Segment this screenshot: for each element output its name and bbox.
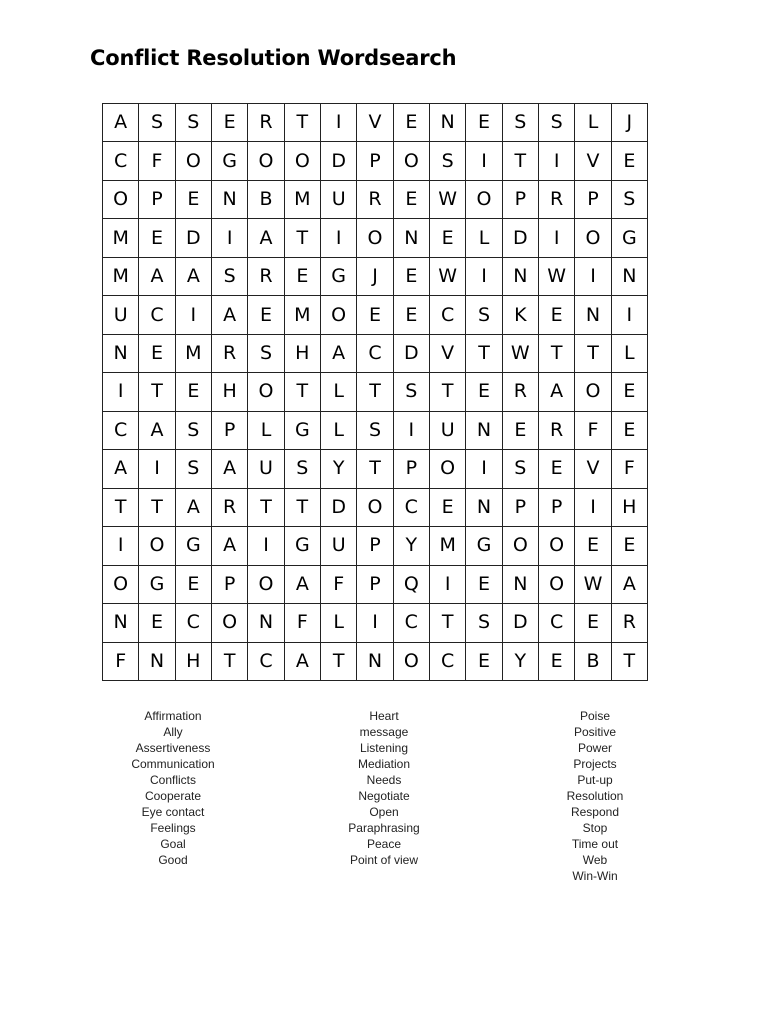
grid-cell: P	[503, 181, 539, 219]
grid-cell: T	[612, 643, 648, 681]
grid-cell: N	[466, 412, 502, 450]
grid-cell: O	[430, 450, 466, 488]
grid-cell: I	[575, 489, 611, 527]
word-list-item: Communication	[131, 757, 215, 771]
grid-cell: O	[539, 527, 575, 565]
grid-cell: T	[285, 104, 321, 142]
grid-cell: N	[103, 335, 139, 373]
grid-cell: B	[575, 643, 611, 681]
grid-cell: R	[212, 335, 248, 373]
grid-cell: C	[357, 335, 393, 373]
grid-cell: G	[466, 527, 502, 565]
grid-cell: E	[394, 181, 430, 219]
grid-cell: V	[430, 335, 466, 373]
grid-cell: A	[139, 258, 175, 296]
word-list-item: Listening	[359, 741, 409, 755]
grid-cell: O	[503, 527, 539, 565]
grid-cell: S	[466, 296, 502, 334]
grid-cell: N	[248, 604, 284, 642]
grid-cell: O	[212, 604, 248, 642]
grid-cell: C	[394, 489, 430, 527]
grid-cell: E	[394, 296, 430, 334]
grid-cell: I	[394, 412, 430, 450]
grid-cell: J	[357, 258, 393, 296]
grid-cell: T	[139, 489, 175, 527]
grid-cell: U	[430, 412, 466, 450]
word-list-item: Heart	[369, 709, 399, 723]
grid-cell: T	[139, 373, 175, 411]
grid-cell: O	[139, 527, 175, 565]
grid-cell: I	[212, 219, 248, 257]
page-title: Conflict Resolution Wordsearch	[90, 46, 457, 70]
grid-cell: I	[103, 373, 139, 411]
grid-cell: E	[430, 489, 466, 527]
word-list-column-2	[294, 708, 474, 868]
grid-cell: A	[103, 450, 139, 488]
grid-cell: V	[575, 142, 611, 180]
grid-cell: S	[176, 450, 212, 488]
word-list-item: Conflicts	[149, 773, 196, 787]
grid-cell: S	[466, 604, 502, 642]
grid-cell: A	[321, 335, 357, 373]
grid-cell: A	[212, 527, 248, 565]
grid-cell: F	[139, 142, 175, 180]
word-list-item: Negotiate	[358, 789, 410, 803]
grid-cell: E	[503, 412, 539, 450]
grid-cell: N	[575, 296, 611, 334]
grid-cell: S	[612, 181, 648, 219]
grid-cell: W	[503, 335, 539, 373]
grid-cell: F	[612, 450, 648, 488]
grid-cell: T	[430, 604, 466, 642]
grid-cell: W	[430, 181, 466, 219]
grid-cell: S	[285, 450, 321, 488]
grid-cell: H	[285, 335, 321, 373]
grid-cell: E	[539, 450, 575, 488]
grid-cell: A	[539, 373, 575, 411]
grid-cell: C	[394, 604, 430, 642]
grid-cell: C	[430, 296, 466, 334]
grid-cell: E	[575, 527, 611, 565]
grid-cell: F	[103, 643, 139, 681]
grid-cell: L	[248, 412, 284, 450]
grid-cell: O	[357, 219, 393, 257]
grid-cell: A	[285, 643, 321, 681]
grid-cell: E	[575, 604, 611, 642]
grid-cell: C	[430, 643, 466, 681]
grid-cell: P	[575, 181, 611, 219]
word-list-item: Needs	[366, 773, 402, 787]
grid-cell: S	[503, 450, 539, 488]
grid-cell: S	[357, 412, 393, 450]
grid-cell: F	[575, 412, 611, 450]
grid-cell: I	[466, 258, 502, 296]
grid-cell: N	[430, 104, 466, 142]
grid-cell: E	[612, 373, 648, 411]
grid-cell: I	[321, 219, 357, 257]
word-list-item: Resolution	[566, 789, 624, 803]
grid-cell: C	[139, 296, 175, 334]
grid-cell: G	[285, 412, 321, 450]
grid-cell: E	[139, 335, 175, 373]
grid-cell: T	[357, 450, 393, 488]
grid-cell: S	[212, 258, 248, 296]
grid-cell: L	[321, 604, 357, 642]
grid-cell: E	[466, 643, 502, 681]
word-list-item: Poise	[579, 709, 611, 723]
grid-cell: D	[176, 219, 212, 257]
grid-cell: P	[357, 142, 393, 180]
grid-cell: L	[321, 412, 357, 450]
grid-cell: N	[503, 566, 539, 604]
grid-cell: R	[612, 604, 648, 642]
word-list-item: Projects	[573, 757, 617, 771]
grid-cell: L	[612, 335, 648, 373]
grid-cell: N	[103, 604, 139, 642]
word-list-item: Web	[582, 853, 608, 867]
grid-cell: S	[503, 104, 539, 142]
grid-cell: H	[212, 373, 248, 411]
grid-cell: C	[103, 142, 139, 180]
grid-cell: R	[212, 489, 248, 527]
grid-cell: O	[575, 219, 611, 257]
grid-cell: P	[539, 489, 575, 527]
grid-cell: A	[103, 104, 139, 142]
grid-cell: S	[176, 412, 212, 450]
word-list-item: Stop	[582, 821, 608, 835]
grid-cell: G	[139, 566, 175, 604]
word-list-item: message	[359, 725, 409, 739]
grid-cell: S	[248, 335, 284, 373]
grid-cell: S	[430, 142, 466, 180]
grid-cell: S	[176, 104, 212, 142]
grid-cell: E	[394, 258, 430, 296]
grid-cell: A	[212, 296, 248, 334]
grid-cell: M	[285, 181, 321, 219]
grid-cell: S	[539, 104, 575, 142]
word-list-item: Win-Win	[572, 869, 618, 883]
word-list-item: Open	[369, 805, 399, 819]
word-list-item: Feelings	[150, 821, 196, 835]
grid-cell: G	[612, 219, 648, 257]
grid-cell: R	[248, 258, 284, 296]
grid-cell: T	[357, 373, 393, 411]
word-list-item: Mediation	[357, 757, 411, 771]
grid-cell: E	[539, 296, 575, 334]
grid-cell: E	[357, 296, 393, 334]
grid-cell: N	[503, 258, 539, 296]
grid-cell: E	[466, 373, 502, 411]
grid-cell: R	[539, 412, 575, 450]
grid-cell: E	[394, 104, 430, 142]
grid-cell: P	[357, 527, 393, 565]
word-list-item: Peace	[366, 837, 402, 851]
grid-cell: Y	[321, 450, 357, 488]
grid-cell: E	[612, 142, 648, 180]
grid-cell: N	[612, 258, 648, 296]
word-list-item: Goal	[160, 837, 186, 851]
grid-cell: E	[539, 643, 575, 681]
word-list-item: Respond	[570, 805, 620, 819]
grid-cell: A	[248, 219, 284, 257]
grid-cell: W	[430, 258, 466, 296]
grid-cell: R	[357, 181, 393, 219]
word-list-column-3	[505, 708, 685, 884]
grid-cell: D	[503, 219, 539, 257]
grid-cell: H	[176, 643, 212, 681]
grid-cell: R	[248, 104, 284, 142]
grid-cell: A	[212, 450, 248, 488]
grid-cell: E	[176, 566, 212, 604]
grid-cell: N	[394, 219, 430, 257]
grid-cell: I	[139, 450, 175, 488]
grid-cell: I	[539, 142, 575, 180]
grid-cell: L	[321, 373, 357, 411]
grid-cell: A	[176, 258, 212, 296]
grid-cell: I	[248, 527, 284, 565]
grid-cell: I	[430, 566, 466, 604]
grid-cell: C	[103, 412, 139, 450]
grid-cell: V	[575, 450, 611, 488]
grid-cell: E	[248, 296, 284, 334]
grid-cell: R	[503, 373, 539, 411]
grid-cell: T	[285, 489, 321, 527]
word-list-item: Put-up	[577, 773, 613, 787]
grid-cell: I	[539, 219, 575, 257]
grid-cell: C	[176, 604, 212, 642]
grid-cell: W	[539, 258, 575, 296]
grid-cell: U	[248, 450, 284, 488]
grid-cell: L	[466, 219, 502, 257]
grid-cell: M	[285, 296, 321, 334]
grid-cell: E	[285, 258, 321, 296]
grid-cell: O	[321, 296, 357, 334]
grid-cell: T	[248, 489, 284, 527]
grid-cell: T	[285, 219, 321, 257]
grid-cell: O	[394, 643, 430, 681]
grid-cell: E	[139, 219, 175, 257]
grid-cell: R	[539, 181, 575, 219]
word-list-item: Cooperate	[144, 789, 202, 803]
grid-cell: O	[357, 489, 393, 527]
word-list-item: Power	[577, 741, 612, 755]
grid-cell: O	[176, 142, 212, 180]
grid-cell: I	[103, 527, 139, 565]
grid-cell: S	[139, 104, 175, 142]
grid-cell: P	[212, 566, 248, 604]
grid-cell: O	[466, 181, 502, 219]
grid-cell: E	[612, 527, 648, 565]
grid-cell: G	[176, 527, 212, 565]
grid-cell: K	[503, 296, 539, 334]
grid-cell: I	[612, 296, 648, 334]
word-list-item: Point of view	[349, 853, 419, 867]
grid-cell: V	[357, 104, 393, 142]
grid-cell: P	[212, 412, 248, 450]
grid-cell: H	[612, 489, 648, 527]
grid-cell: T	[575, 335, 611, 373]
grid-cell: P	[357, 566, 393, 604]
word-list-item: Ally	[163, 725, 183, 739]
grid-cell: E	[466, 104, 502, 142]
grid-cell: I	[466, 450, 502, 488]
grid-cell: F	[321, 566, 357, 604]
word-list-item: Affirmation	[144, 709, 202, 723]
grid-cell: I	[321, 104, 357, 142]
grid-cell: B	[248, 181, 284, 219]
word-list-item: Assertiveness	[135, 741, 211, 755]
word-list-item: Paraphrasing	[348, 821, 420, 835]
grid-cell: Y	[394, 527, 430, 565]
grid-cell: T	[503, 142, 539, 180]
grid-cell: J	[612, 104, 648, 142]
grid-cell: M	[176, 335, 212, 373]
grid-cell: S	[394, 373, 430, 411]
grid-cell: O	[394, 142, 430, 180]
grid-cell: T	[466, 335, 502, 373]
grid-cell: G	[285, 527, 321, 565]
grid-cell: U	[321, 527, 357, 565]
grid-cell: F	[285, 604, 321, 642]
grid-cell: O	[103, 566, 139, 604]
grid-cell: T	[539, 335, 575, 373]
grid-cell: N	[466, 489, 502, 527]
grid-cell: G	[212, 142, 248, 180]
grid-cell: E	[612, 412, 648, 450]
grid-cell: A	[139, 412, 175, 450]
grid-cell: I	[176, 296, 212, 334]
grid-cell: M	[103, 258, 139, 296]
grid-cell: E	[176, 373, 212, 411]
grid-cell: W	[575, 566, 611, 604]
grid-cell: G	[321, 258, 357, 296]
grid-cell: P	[503, 489, 539, 527]
grid-cell: C	[248, 643, 284, 681]
word-list-column-1	[83, 708, 263, 868]
grid-cell: Q	[394, 566, 430, 604]
grid-cell: I	[575, 258, 611, 296]
grid-cell: O	[248, 566, 284, 604]
grid-cell: O	[539, 566, 575, 604]
word-list-item: Eye contact	[141, 805, 205, 819]
word-list-item: Time out	[571, 837, 619, 851]
grid-cell: D	[503, 604, 539, 642]
grid-cell: T	[212, 643, 248, 681]
grid-cell: E	[176, 181, 212, 219]
grid-cell: A	[285, 566, 321, 604]
grid-cell: U	[103, 296, 139, 334]
letter-grid	[102, 103, 648, 681]
grid-cell: N	[357, 643, 393, 681]
grid-cell: P	[139, 181, 175, 219]
grid-cell: D	[321, 142, 357, 180]
grid-cell: N	[139, 643, 175, 681]
grid-cell: E	[466, 566, 502, 604]
grid-cell: E	[430, 219, 466, 257]
grid-cell: D	[321, 489, 357, 527]
grid-cell: U	[321, 181, 357, 219]
grid-cell: M	[430, 527, 466, 565]
grid-cell: T	[285, 373, 321, 411]
grid-cell: D	[394, 335, 430, 373]
grid-cell: A	[176, 489, 212, 527]
grid-cell: I	[357, 604, 393, 642]
word-list-item: Good	[158, 853, 188, 867]
grid-cell: I	[466, 142, 502, 180]
grid-cell: O	[575, 373, 611, 411]
word-list-item: Positive	[573, 725, 617, 739]
grid-cell: A	[612, 566, 648, 604]
grid-cell: O	[248, 373, 284, 411]
grid-cell: L	[575, 104, 611, 142]
grid-cell: T	[103, 489, 139, 527]
grid-cell: O	[103, 181, 139, 219]
grid-cell: N	[212, 181, 248, 219]
grid-cell: O	[285, 142, 321, 180]
grid-cell: O	[248, 142, 284, 180]
grid-cell: E	[212, 104, 248, 142]
grid-cell: Y	[503, 643, 539, 681]
grid-cell: C	[539, 604, 575, 642]
grid-cell: P	[394, 450, 430, 488]
grid-cell: E	[139, 604, 175, 642]
grid-cell: T	[321, 643, 357, 681]
grid-cell: M	[103, 219, 139, 257]
grid-cell: T	[430, 373, 466, 411]
